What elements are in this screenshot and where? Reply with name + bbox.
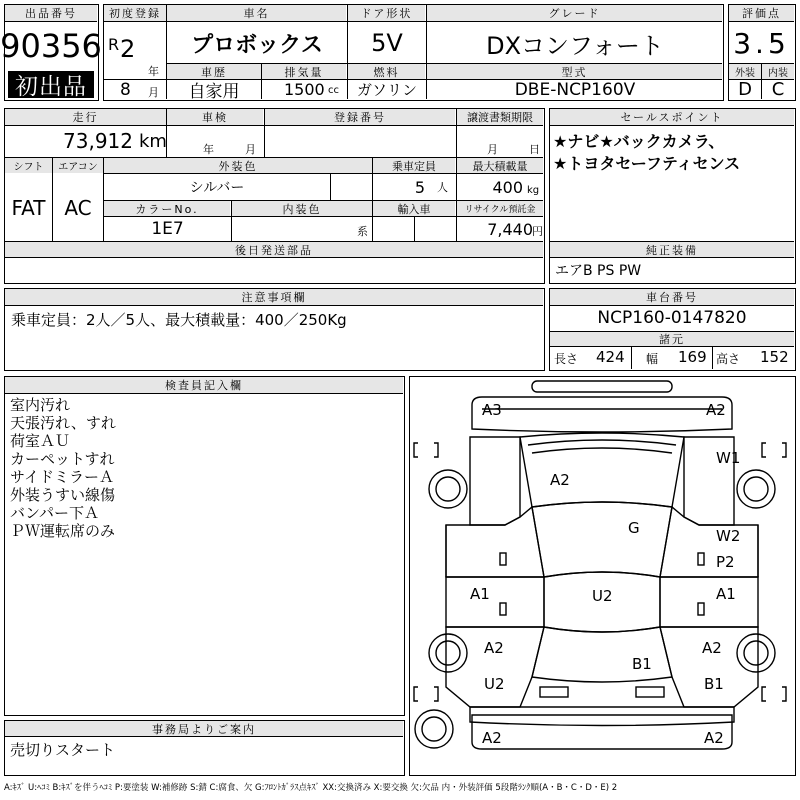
caution-label: 注意事項欄 [5, 289, 543, 305]
mark-g: G [628, 519, 640, 537]
length-value: 424 [596, 348, 625, 366]
caution-box [4, 288, 545, 371]
inspector-note: 外装うすい線傷 [10, 486, 116, 504]
exterior-color-label: 外装色 [104, 158, 372, 173]
score-box [728, 4, 796, 101]
car-outline-diagram [410, 377, 794, 774]
mark-a2-left-rear: A2 [484, 639, 504, 657]
mark-a1-right: A1 [716, 585, 736, 603]
transfer-deadline-label: 譲渡書類期限 [457, 109, 543, 125]
registration-label: 初度登録 [104, 5, 166, 21]
plate-label: 登録番号 [265, 109, 455, 125]
dimensions-label: 諸元 [550, 332, 794, 346]
vehicle-detail-box [4, 108, 545, 284]
sales-points-box [549, 108, 796, 284]
shift-value: FAT [11, 196, 46, 220]
caution-value: 乗車定員：2人／5人、最大積載量：400／250Kg [11, 311, 347, 329]
displacement-unit: cc [328, 84, 339, 96]
mileage-label: 走行 [5, 109, 166, 125]
chassis-box [549, 288, 796, 371]
color-no-label: カラーNo. [104, 201, 230, 216]
exterior-color-value: シルバー [189, 180, 245, 196]
import-label: 輸入車 [373, 201, 455, 216]
equipment-label: 純正装備 [550, 242, 794, 257]
later-parts-label: 後日発送部品 [5, 242, 543, 257]
mileage-value: 73,912 [63, 129, 133, 153]
history-value: 自家用 [188, 82, 240, 102]
transfer-day-unit: 日 [529, 143, 540, 156]
fuel-label: 燃料 [348, 64, 425, 79]
inspector-note: バンパー下Ａ [10, 504, 99, 522]
interior-grade: C [771, 79, 785, 100]
recycle-unit: 円 [532, 225, 543, 238]
displacement-label: 排気量 [262, 64, 346, 79]
color-no-value: 1E7 [151, 219, 184, 239]
mark-w2: W2 [716, 527, 741, 545]
mark-a2-hood: A2 [550, 471, 570, 489]
inspector-note: 天張汚れ、すれ [10, 414, 116, 432]
mark-u2-bottom-left: U2 [484, 675, 505, 693]
damage-diagram [409, 376, 796, 776]
mark-a3-top-left: A3 [482, 401, 502, 419]
mark-w1: W1 [716, 449, 741, 467]
shift-label: シフト [5, 158, 52, 173]
door-type: 5V [371, 29, 403, 57]
registration-year-unit: 年 [148, 65, 159, 78]
inspector-note: サイドミラーＡ [10, 468, 114, 486]
door-label: ドア形状 [348, 5, 425, 21]
car-name: プロボックス [191, 32, 323, 58]
inspector-note: 荷室ＡＵ [10, 432, 71, 450]
max-load-label: 最大積載量 [457, 158, 543, 173]
aircon-value: AC [64, 196, 92, 220]
recycle-value: 7,440 [487, 219, 533, 239]
fuel-value: ガソリン [356, 81, 417, 99]
height-label: 高さ [716, 352, 741, 366]
interior-color-unit: 系 [357, 225, 368, 238]
lot-label: 出品番号 [5, 5, 97, 21]
mark-b1-bottom-right: B1 [704, 675, 724, 693]
lot-number: 90356 [0, 27, 102, 65]
registration-month-unit: 月 [148, 86, 159, 99]
car-name-label: 車名 [167, 5, 346, 21]
interior-grade-label: 内装 [762, 64, 794, 79]
sales-points-label: セールスポイント [550, 109, 794, 125]
legend-text: A:ｷｽﾞ U:ﾍｺﾐ B:ｷｽﾞを伴うﾍｺﾐ P:要塗装 W:補修跡 S:錆 C:腐食、欠 G:ﾌﾛﾝﾄｶﾞﾗｽ点ｷｽﾞ XX:交換済み X:要交換 欠:欠品 内・外装評価 5段階ﾗﾝｸ順(A・B・C・D・E) 2 [4, 783, 618, 793]
inspector-note: 室内汚れ [10, 396, 71, 414]
inspector-note: ＰＷ運転席のみ [10, 522, 116, 540]
score-value: 3.5 [733, 26, 790, 60]
office-label: 事務局よりご案内 [5, 721, 403, 736]
inspection-year-unit: 年 [203, 143, 214, 156]
chassis-value: NCP160-0147820 [597, 308, 747, 328]
sales-point-line-1: ★ナビ★バックカメラ、 [553, 132, 725, 151]
registration-year: 2 [120, 35, 136, 63]
inspection-label: 車検 [167, 109, 263, 125]
car-info-box [103, 4, 724, 101]
mark-b1-center: B1 [632, 655, 652, 673]
mark-a2-bottom-left: A2 [482, 729, 502, 747]
lot-box [0, 4, 102, 101]
registration-era: R [108, 35, 120, 54]
model-code-label: 型式 [427, 64, 722, 79]
length-label: 長さ [554, 352, 579, 366]
score-label: 評価点 [729, 5, 794, 21]
max-load-value: 400 [492, 177, 523, 197]
office-box [4, 720, 405, 776]
max-load-unit: kg [527, 184, 540, 196]
mileage-unit: km [139, 130, 167, 152]
capacity-label: 乗車定員 [373, 158, 455, 173]
inspector-label: 検査員記入欄 [5, 377, 403, 393]
width-value: 169 [678, 348, 707, 366]
mark-a2-right-rear: A2 [702, 639, 722, 657]
inspector-box [4, 376, 405, 716]
capacity-unit: 人 [437, 181, 448, 194]
aircon-label: エアコン [53, 158, 103, 173]
capacity-value: 5 [414, 177, 425, 197]
sales-point-line-2: ★トヨタセーフティセンス [553, 154, 741, 173]
recycle-label: リサイクル預託金 [457, 201, 543, 216]
grade-value: DXコンフォート [486, 31, 664, 60]
mark-a1-left: A1 [470, 585, 490, 603]
model-code: DBE-NCP160V [514, 79, 636, 100]
office-value: 売切りスタート [10, 741, 116, 759]
mark-a2-bottom-right: A2 [704, 729, 724, 747]
displacement-value: 1500 [284, 80, 325, 99]
transfer-month-unit: 月 [487, 143, 498, 156]
width-label: 幅 [646, 352, 659, 366]
exterior-grade: D [738, 79, 752, 100]
interior-color-label: 内装色 [232, 201, 372, 216]
height-value: 152 [760, 348, 789, 366]
inspection-month-unit: 月 [245, 143, 256, 156]
chassis-label: 車台番号 [550, 289, 794, 305]
grade-label: グレード [427, 5, 722, 21]
inspector-note: カーペットすれ [10, 450, 115, 468]
history-label: 車歴 [167, 64, 261, 79]
exterior-grade-label: 外装 [729, 64, 761, 79]
registration-month: 8 [120, 79, 131, 100]
mark-p2: P2 [716, 553, 735, 571]
equipment-value: エアB PS PW [555, 263, 642, 279]
mark-u2-center: U2 [592, 587, 613, 605]
mark-a2-top-right: A2 [706, 401, 726, 419]
import-value [373, 217, 414, 241]
first-listing-badge: 初出品 [8, 71, 94, 98]
